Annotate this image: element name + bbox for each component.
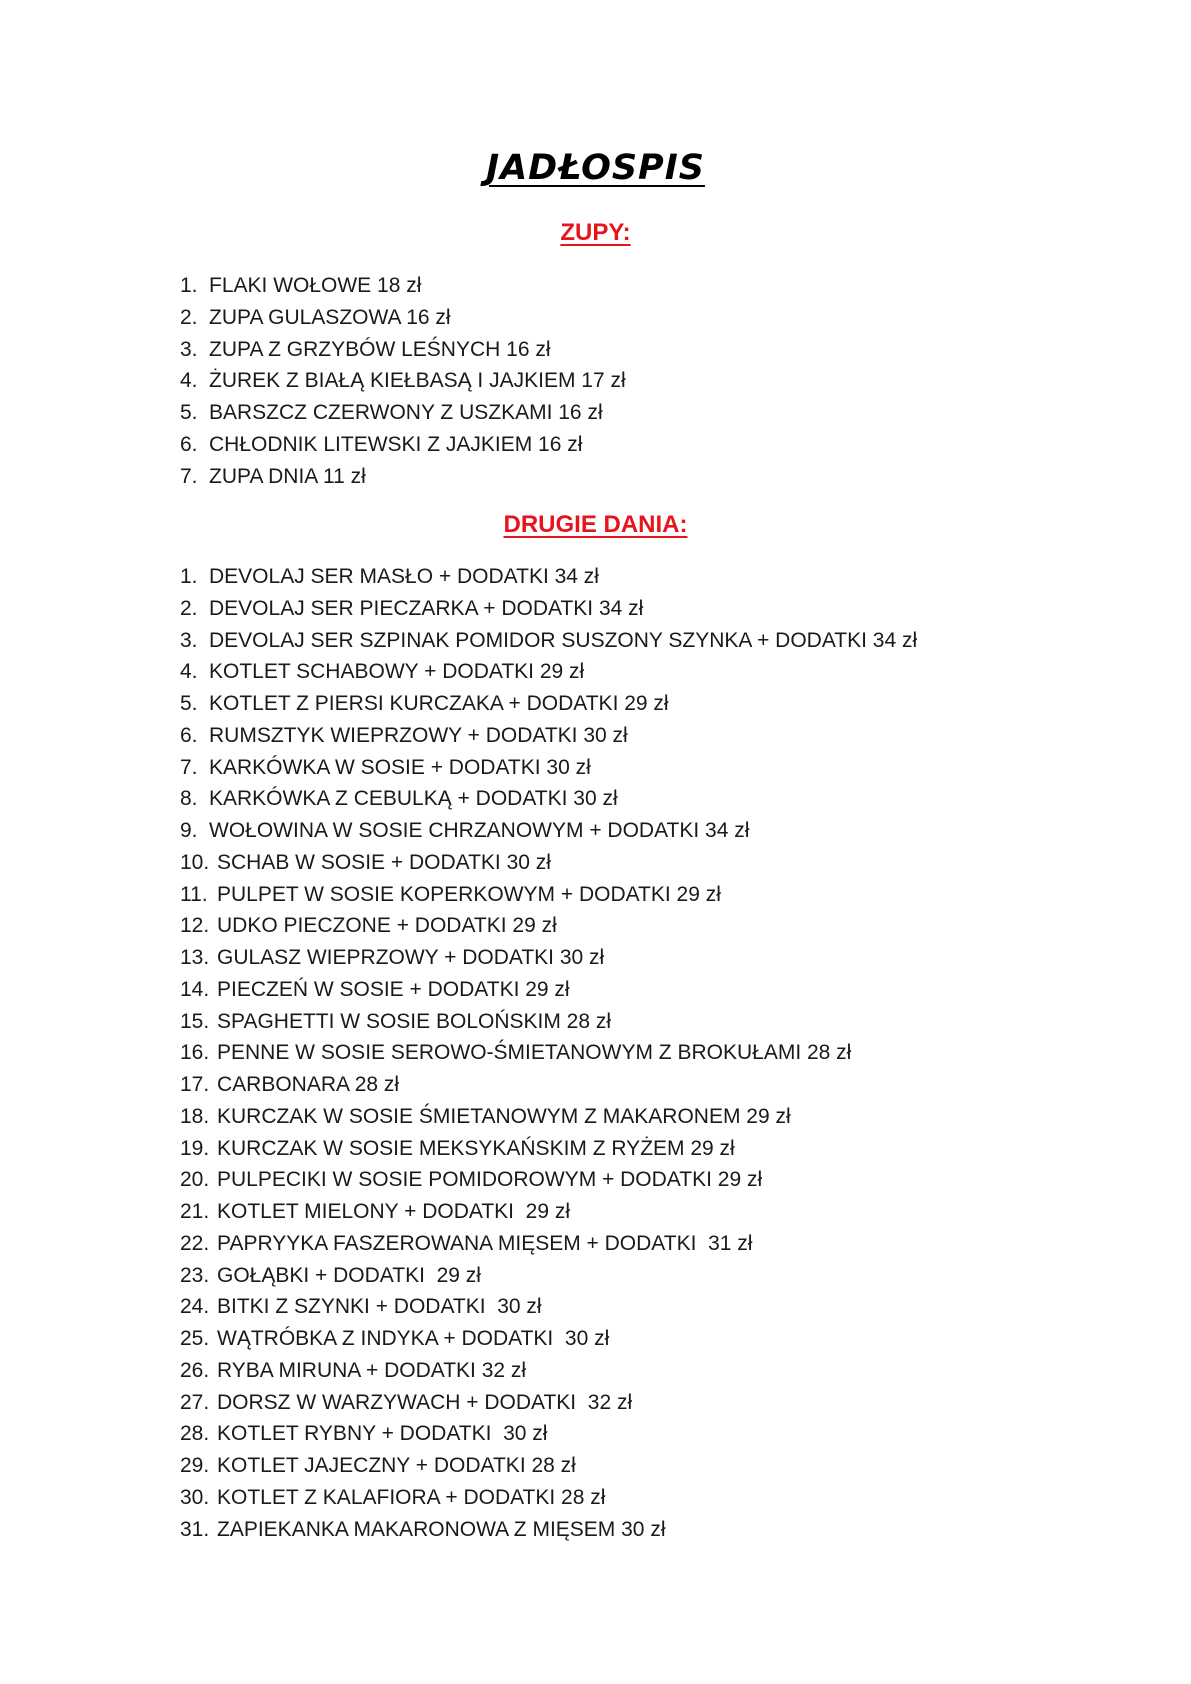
item-text: PULPECIKI W SOSIE POMIDOROWYM + DODATKI 29 zł — [217, 1168, 763, 1192]
item-text: UDKO PIECZONE + DODATKI 29 zł — [217, 914, 557, 938]
item-number: 10. — [180, 850, 210, 874]
item-text: WOŁOWINA W SOSIE CHRZANOWYM + DODATKI 34 zł — [209, 819, 750, 842]
main-dish-item — [180, 1450, 917, 1482]
item-number: 27. — [180, 1390, 210, 1414]
item-text: ZUPA Z GRZYBÓW LEŚNYCH 16 zł — [209, 337, 551, 361]
item-text: KARKÓWKA Z CEBULKĄ + DODATKI 30 zł — [209, 787, 618, 811]
item-number: 16. — [180, 1041, 210, 1065]
item-number: 9. — [180, 819, 198, 842]
soup-list — [180, 270, 626, 492]
item-text: PAPRYYKA FASZEROWANA MIĘSEM + DODATKI 31 zł — [217, 1231, 753, 1255]
item-number: 4. — [180, 369, 198, 393]
item-text: WĄTRÓBKA Z INDYKA + DODATKI 30 zł — [217, 1327, 610, 1350]
item-number: 3. — [180, 337, 198, 361]
item-text: KOTLET MIELONY + DODATKI 29 zł — [217, 1200, 571, 1223]
main-dish-item — [180, 815, 917, 847]
main-dish-item — [180, 1006, 917, 1038]
main-dish-item — [180, 1514, 917, 1546]
main-dish-item — [180, 942, 917, 974]
main-dish-item — [180, 1387, 917, 1419]
soup-item — [180, 429, 626, 461]
item-number: 8. — [180, 787, 198, 811]
item-number: 12. — [180, 914, 210, 938]
item-number: 5. — [180, 692, 198, 715]
soup-item — [180, 302, 626, 334]
item-number: 24. — [180, 1295, 210, 1319]
main-dish-item — [180, 1164, 917, 1196]
item-text: BARSZCZ CZERWONY Z USZKAMI 16 zł — [209, 401, 603, 424]
item-text: CHŁODNIK LITEWSKI Z JAJKIEM 16 zł — [209, 432, 583, 456]
item-text: GULASZ WIEPRZOWY + DODATKI 30 zł — [217, 946, 605, 969]
soup-item — [180, 270, 626, 302]
main-dish-item — [180, 1037, 917, 1069]
main-dish-item — [180, 688, 917, 720]
item-number: 25. — [180, 1327, 210, 1350]
soup-item — [180, 461, 626, 493]
main-dish-item — [180, 1133, 917, 1165]
page-title: JADŁOSPIS — [486, 148, 705, 188]
item-text: ŻUREK Z BIAŁĄ KIEŁBASĄ I JAJKIEM 17 zł — [209, 369, 626, 393]
main-dishes-list — [180, 561, 917, 1545]
item-text: SPAGHETTI W SOSIE BOLOŃSKIM 28 zł — [217, 1009, 612, 1033]
item-text: DORSZ W WARZYWACH + DODATKI 32 zł — [217, 1390, 633, 1414]
item-number: 13. — [180, 946, 210, 969]
main-dish-item — [180, 910, 917, 942]
item-text: SCHAB W SOSIE + DODATKI 30 zł — [217, 850, 551, 874]
main-dish-item — [180, 1196, 917, 1228]
main-dish-item — [180, 656, 917, 688]
item-number: 6. — [180, 723, 198, 747]
item-number: 15. — [180, 1009, 210, 1033]
main-dish-item — [180, 847, 917, 879]
item-text: RYBA MIRUNA + DODATKI 32 zł — [217, 1358, 527, 1382]
item-text: KOTLET Z KALAFIORA + DODATKI 28 zł — [217, 1485, 606, 1509]
item-number: 7. — [180, 755, 198, 779]
item-number: 4. — [180, 660, 198, 684]
item-text: GOŁĄBKI + DODATKI 29 zł — [217, 1263, 481, 1287]
item-text: ZUPA DNIA 11 zł — [209, 464, 366, 488]
main-dish-item — [180, 593, 917, 625]
item-text: KOTLET SCHABOWY + DODATKI 29 zł — [209, 660, 585, 684]
item-number: 18. — [180, 1104, 210, 1128]
item-text: DEVOLAJ SER MASŁO + DODATKI 34 zł — [209, 565, 599, 588]
item-number: 19. — [180, 1136, 210, 1160]
main-dish-item — [180, 783, 917, 815]
item-text: PENNE W SOSIE SEROWO-ŚMIETANOWYM Z BROKUŁAMI 28 zł — [217, 1041, 852, 1065]
soup-item — [180, 334, 626, 366]
item-number: 20. — [180, 1168, 210, 1192]
item-text: PULPET W SOSIE KOPERKOWYM + DODATKI 29 zł — [217, 882, 721, 906]
item-number: 2. — [180, 596, 198, 620]
item-text: ZAPIEKANKA MAKARONOWA Z MIĘSEM 30 zł — [217, 1517, 666, 1541]
item-text: KURCZAK W SOSIE MEKSYKAŃSKIM Z RYŻEM 29 zł — [217, 1136, 735, 1160]
item-text: KOTLET Z PIERSI KURCZAKA + DODATKI 29 zł — [209, 692, 669, 715]
main-dish-item — [180, 1323, 917, 1355]
main-dish-item — [180, 720, 917, 752]
item-text: ZUPA GULASZOWA 16 zł — [209, 305, 451, 329]
section-heading-zupy: ZUPY: — [560, 219, 631, 246]
item-number: 21. — [180, 1200, 210, 1223]
main-dish-item — [180, 1418, 917, 1450]
item-number: 29. — [180, 1454, 210, 1477]
soup-item — [180, 397, 626, 429]
item-number: 28. — [180, 1422, 210, 1446]
item-number: 6. — [180, 432, 198, 456]
item-text: DEVOLAJ SER SZPINAK POMIDOR SUSZONY SZYNKA + DODATKI 34 zł — [209, 628, 918, 652]
item-text: KARKÓWKA W SOSIE + DODATKI 30 zł — [209, 755, 591, 779]
item-number: 1. — [180, 274, 198, 297]
item-text: CARBONARA 28 zł — [217, 1073, 400, 1096]
item-number: 2. — [180, 305, 198, 329]
main-dish-item — [180, 1101, 917, 1133]
main-dish-item — [180, 1228, 917, 1260]
item-number: 14. — [180, 977, 210, 1001]
item-number: 30. — [180, 1485, 210, 1509]
main-dish-item — [180, 1260, 917, 1292]
item-text: KOTLET JAJECZNY + DODATKI 28 zł — [217, 1454, 576, 1477]
main-dish-item — [180, 974, 917, 1006]
item-number: 31. — [180, 1517, 210, 1541]
item-number: 17. — [180, 1073, 210, 1096]
item-text: KURCZAK W SOSIE ŚMIETANOWYM Z MAKARONEM 29 zł — [217, 1104, 791, 1128]
main-dish-item — [180, 752, 917, 784]
item-text: BITKI Z SZYNKI + DODATKI 30 zł — [217, 1295, 542, 1319]
item-text: DEVOLAJ SER PIECZARKA + DODATKI 34 zł — [209, 596, 644, 620]
item-number: 11. — [180, 882, 208, 906]
main-dish-item — [180, 1291, 917, 1323]
item-text: PIECZEŃ W SOSIE + DODATKI 29 zł — [217, 977, 570, 1001]
item-number: 1. — [180, 565, 198, 588]
item-number: 7. — [180, 464, 198, 488]
main-dish-item — [180, 1355, 917, 1387]
item-text: RUMSZTYK WIEPRZOWY + DODATKI 30 zł — [209, 723, 628, 747]
item-number: 22. — [180, 1231, 210, 1255]
item-text: KOTLET RYBNY + DODATKI 30 zł — [217, 1422, 548, 1446]
item-text: FLAKI WOŁOWE 18 zł — [209, 274, 422, 297]
main-dish-item — [180, 879, 917, 911]
soup-item — [180, 365, 626, 397]
item-number: 26. — [180, 1358, 210, 1382]
item-number: 3. — [180, 628, 198, 652]
main-dish-item — [180, 1069, 917, 1101]
main-dish-item — [180, 625, 917, 657]
item-number: 23. — [180, 1263, 210, 1287]
main-dish-item — [180, 561, 917, 593]
item-number: 5. — [180, 401, 198, 424]
section-heading-drugie-dania: DRUGIE DANIA: — [503, 511, 688, 538]
main-dish-item — [180, 1482, 917, 1514]
